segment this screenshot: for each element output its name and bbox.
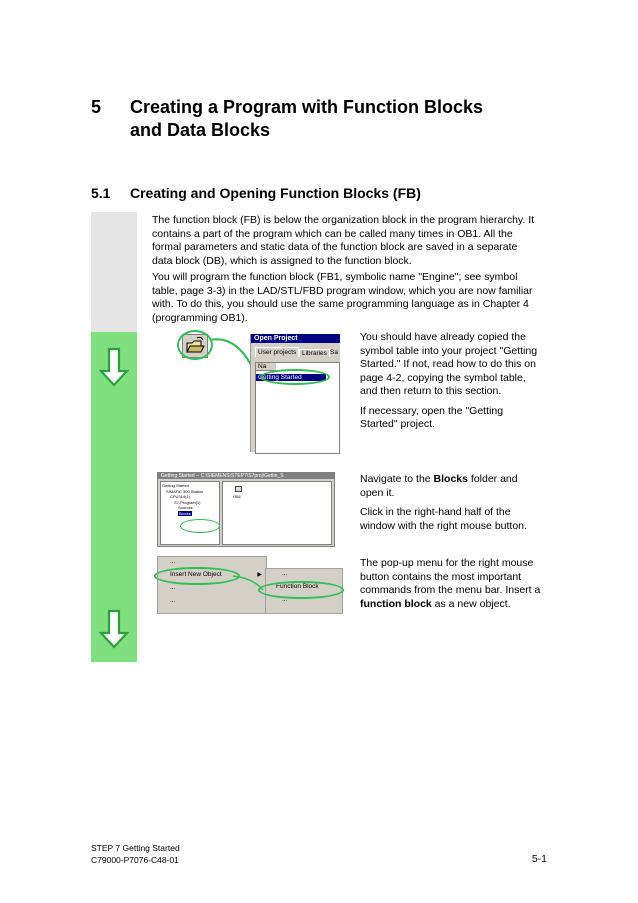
text-line: Started" project.: [360, 418, 435, 430]
tree-item[interactable]: Getting Started: [162, 483, 189, 488]
function-block-bold: function block: [360, 597, 432, 610]
step1-text: [360, 331, 560, 438]
menu-item-dots[interactable]: ...: [282, 570, 288, 577]
context-menu-screenshot: [157, 556, 347, 616]
text-line: data block (DB), which is assigned to the function block.: [152, 254, 412, 267]
highlight-ellipse: [177, 330, 213, 360]
tree-item[interactable]: S7-Program(1): [174, 499, 201, 505]
section-number: 5.1: [91, 185, 111, 201]
insert-new-object-label: Insert New Object: [170, 571, 222, 578]
tab-libraries[interactable]: Libraries: [299, 349, 330, 357]
text-line: table, page 3-3) in the LAD/STL/FBD program window, which you are now familiar: [152, 284, 533, 297]
blocks-pane[interactable]: [222, 481, 332, 545]
tab-user-projects[interactable]: User projects: [255, 347, 299, 357]
chapter-title-line1: Creating a Program with Function Blocks: [130, 97, 484, 117]
window-title: Getting Started -- C:\SIEMENS\STEP7\S7proj\Gettin_S: [158, 473, 334, 479]
menu-item-dots[interactable]: ...: [170, 584, 176, 591]
footer-doc-number: C79000-P7076-C48-01: [91, 855, 179, 865]
text-line: window with the right mouse button.: [360, 519, 527, 532]
text-line: symbol table into your project "Getting: [360, 344, 538, 357]
tree-item[interactable]: Sources: [178, 505, 193, 510]
text-line: Click in the right-hand half of the: [360, 506, 511, 518]
blocks-bold: Blocks: [433, 473, 468, 485]
tab-sample[interactable]: Sa: [330, 349, 338, 356]
dialog-title: Open Project: [251, 334, 340, 343]
page-number: 5-1: [531, 853, 547, 865]
text-line: contains a part of the program which can be called many times in OB1. All the: [152, 227, 513, 240]
submenu-arrow-icon: ▶: [257, 572, 262, 578]
step2-text: [360, 473, 560, 539]
text-line: formal parameters and static data of the function block are saved in a separate: [152, 241, 518, 253]
text-line: If necessary, open the "Getting: [360, 404, 504, 417]
text-segment: folder and: [467, 473, 518, 485]
highlight-ellipse: [260, 369, 330, 385]
connector-line: [233, 574, 273, 594]
block-icon: [235, 486, 242, 492]
block-ob1[interactable]: OB1: [233, 494, 242, 499]
text-line: The pop-up menu for the right mouse: [360, 557, 534, 569]
text-line: page 4-2, copying the symbol table,: [360, 371, 526, 384]
tree-item[interactable]: CPU314(1): [170, 494, 191, 499]
text-line: with. To do this, you should use the same programming language as in Chapter 4: [152, 298, 529, 310]
text-line: (programming OB1).: [152, 311, 248, 324]
sidebar-grey-bar: [91, 212, 137, 332]
intro-paragraph-1: [152, 214, 552, 268]
menu-item-dots[interactable]: ...: [170, 597, 176, 604]
step3-text: [360, 557, 560, 611]
open-project-screenshot: [172, 330, 357, 455]
tree-item-blocks[interactable]: Blocks: [179, 510, 191, 516]
project-tree: [160, 481, 220, 545]
project-item-getting-started[interactable]: Getting Started: [256, 374, 326, 381]
text-line: Started." If not, read how to do this on: [360, 358, 536, 370]
chapter-title: [130, 96, 483, 142]
menu-item-function-block[interactable]: Function Block: [276, 583, 319, 590]
chapter-number: 5: [91, 97, 102, 117]
text-line: You should have already copied the: [360, 331, 526, 343]
footer-title: STEP 7 Getting Started: [91, 843, 180, 853]
text-segment: Navigate to the: [360, 473, 434, 485]
text-line: You will program the function block (FB1, symbolic name "Engine"; see symbol: [152, 271, 518, 283]
open-project-dialog: [250, 334, 340, 452]
text-line: commands from the menu bar. Insert a: [360, 584, 541, 596]
highlight-ellipse: [154, 567, 240, 585]
tree-item[interactable]: SIMATIC 300 Station: [166, 488, 204, 494]
down-arrow-icon: [99, 609, 129, 649]
chapter-title-line2: and Data Blocks: [130, 120, 271, 140]
down-arrow-icon: [99, 347, 129, 387]
project-window-screenshot: [157, 472, 335, 547]
text-line: button contains the most important: [360, 570, 522, 583]
menu-item-dots[interactable]: ...: [170, 558, 176, 565]
text-line: and then return to this section.: [360, 385, 502, 397]
highlight-ellipse: [180, 519, 220, 533]
footer: [91, 842, 180, 866]
text-line: The function block (FB) is below the organization block in the program hierarchy. It: [152, 214, 535, 226]
section-title: Creating and Opening Function Blocks (FB): [130, 185, 421, 201]
column-name[interactable]: Na: [256, 363, 276, 371]
menu-item-dots[interactable]: ...: [282, 596, 288, 603]
intro-paragraph-2: [152, 271, 552, 325]
text-segment: as a new object.: [431, 597, 511, 610]
text-line: open it.: [360, 486, 395, 499]
